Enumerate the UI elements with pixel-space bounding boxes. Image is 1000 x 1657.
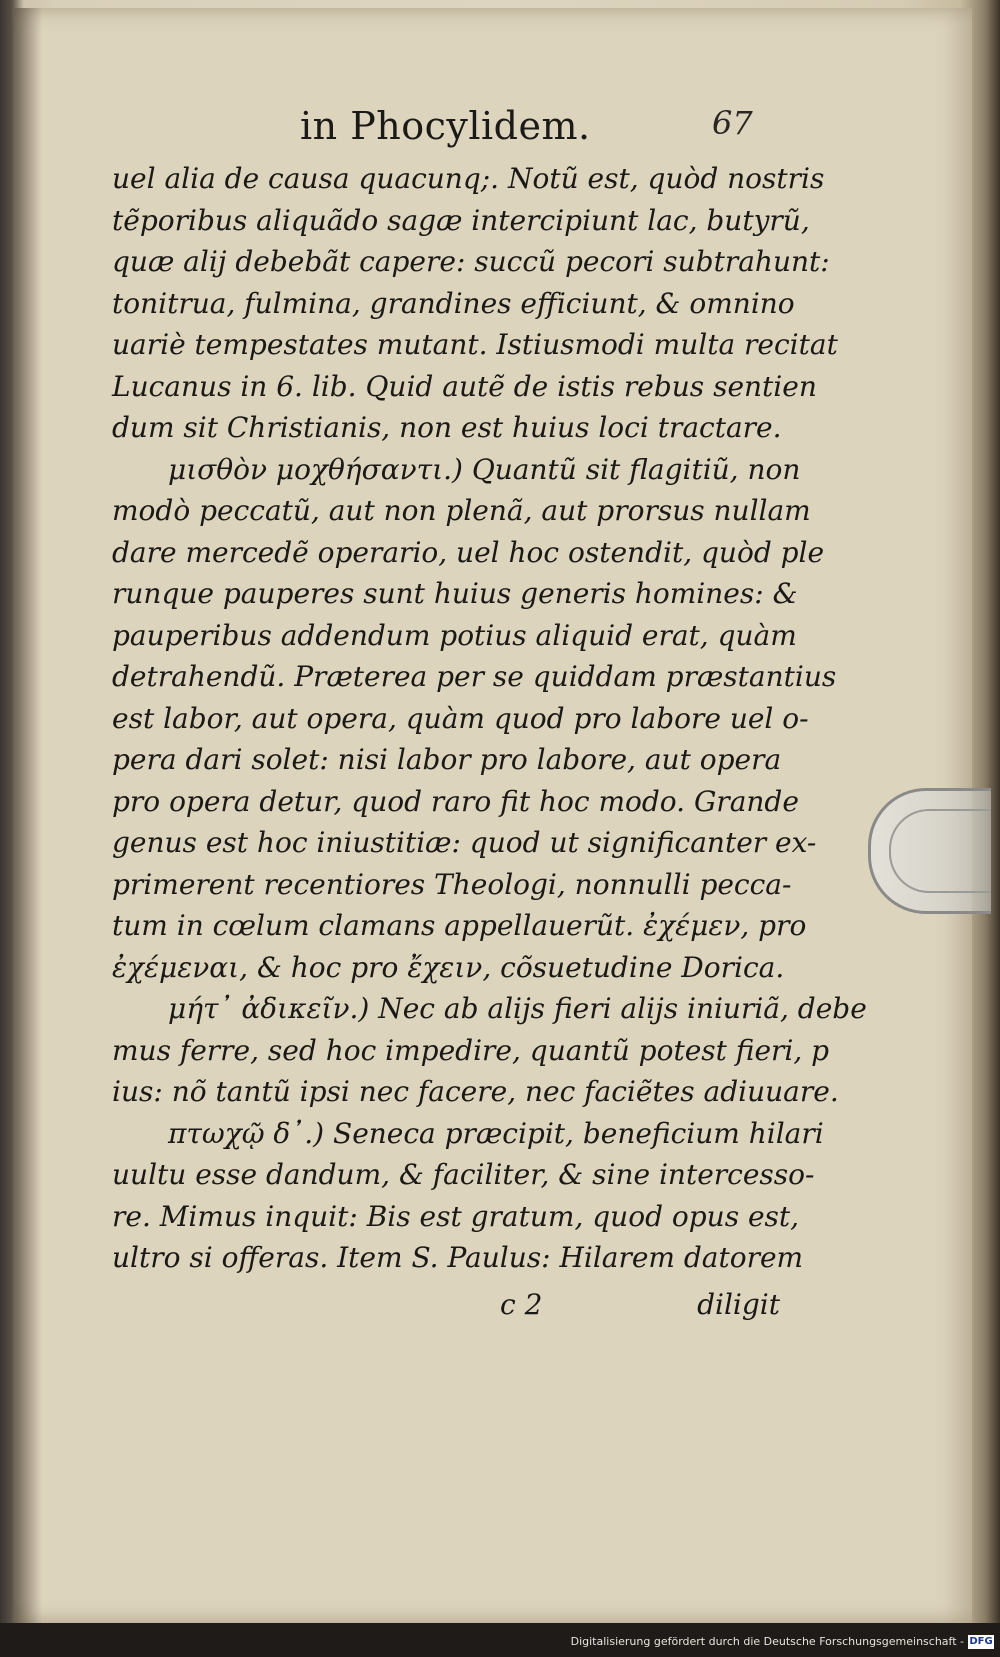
text-line: genus est hoc iniustitiæ: quod ut significanter ex- [112,826,817,859]
text-line: uultu esse dandum, & faciliter, & sine intercesso- [112,1158,815,1191]
text-line: pauperibus addendum potius aliquid erat, quàm [112,618,797,652]
text-line: ἐχέμεναι, & hoc pro ἔχειν, cõsuetudine Dorica. [112,950,785,984]
text-line: tonitrua, fulmina, grandines efficiunt, & omnino [112,286,795,320]
text-line: est labor, aut opera, quàm quod pro labore uel o- [112,701,809,735]
funding-credit: Digitalisierung gefördert durch die Deutsche Forschungsgemeinschaft - [570,1635,964,1648]
text-line: re. Mimus inquit: Bis est gratum, quod opus est, [112,1199,800,1233]
text-line: tum in cœlum clamans appellauerũt. ἐχέμεν, pro [112,909,807,942]
text-line: quæ alij debebãt capere: succũ pecori subtrahunt: [112,245,830,278]
text-line: uel alia de causa quacunq;. Notũ est, quòd nostris [112,162,825,195]
text-line: pro opera detur, quod raro fit hoc modo. Grande [112,784,799,818]
text-line: modò peccatũ, aut non plenã, aut prorsus nullam [112,494,811,527]
catchword: diligit [697,1288,780,1321]
page-number: 67 [712,104,753,142]
text-line: pera dari solet: nisi labor pro labore, aut opera [112,743,782,776]
text-line: Lucanus in 6. lib. Quid autẽ de istis rebus sentien [112,369,817,403]
text-line: ius: nõ tantũ ipsi nec facere, nec faciẽtes adiuuare. [112,1075,839,1108]
text-line: primerent recentiores Theologi, nonnulli pecca- [112,867,792,901]
text-line: πτωχῷ δ᾽.) Seneca præcipit, beneficium hilari [168,1116,824,1150]
text-line: ultro si offeras. Item S. Paulus: Hilarem datorem [112,1241,804,1274]
text-line: runque pauperes sunt huius generis homines: & [112,577,798,610]
digitization-footer [0,1623,1000,1657]
text-line: mus ferre, sed hoc impedire, quantũ potest fieri, p [112,1033,830,1067]
running-head: in Phocylidem. [300,104,591,148]
text-line: detrahendũ. Præterea per se quiddam præstantius [112,660,837,693]
signature-mark: c 2 [500,1288,543,1321]
text-line: μήτ᾽ ἀδικεῖν.) Nec ab alijs fieri alijs iniuriã, debe [168,992,867,1025]
text-block [112,158,867,1279]
dfg-logo: DFG [969,1636,993,1647]
text-line: dare mercedẽ operario, uel hoc ostendit, quòd ple [112,535,825,569]
text-line: μισθὸν μοχθήσαντι.) Quantũ sit flagitiũ, non [168,452,801,486]
text-line: tẽporibus aliquãdo sagæ intercipiunt lac, butyrũ, [112,203,810,237]
paper-clip-inner [889,809,991,893]
spine-shadow [14,8,42,1623]
text-line: uariè tempestates mutant. Istiusmodi multa recitat [112,328,838,361]
text-line: dum sit Christianis, non est huius loci tractare. [112,411,782,444]
paper-clip [868,788,991,914]
